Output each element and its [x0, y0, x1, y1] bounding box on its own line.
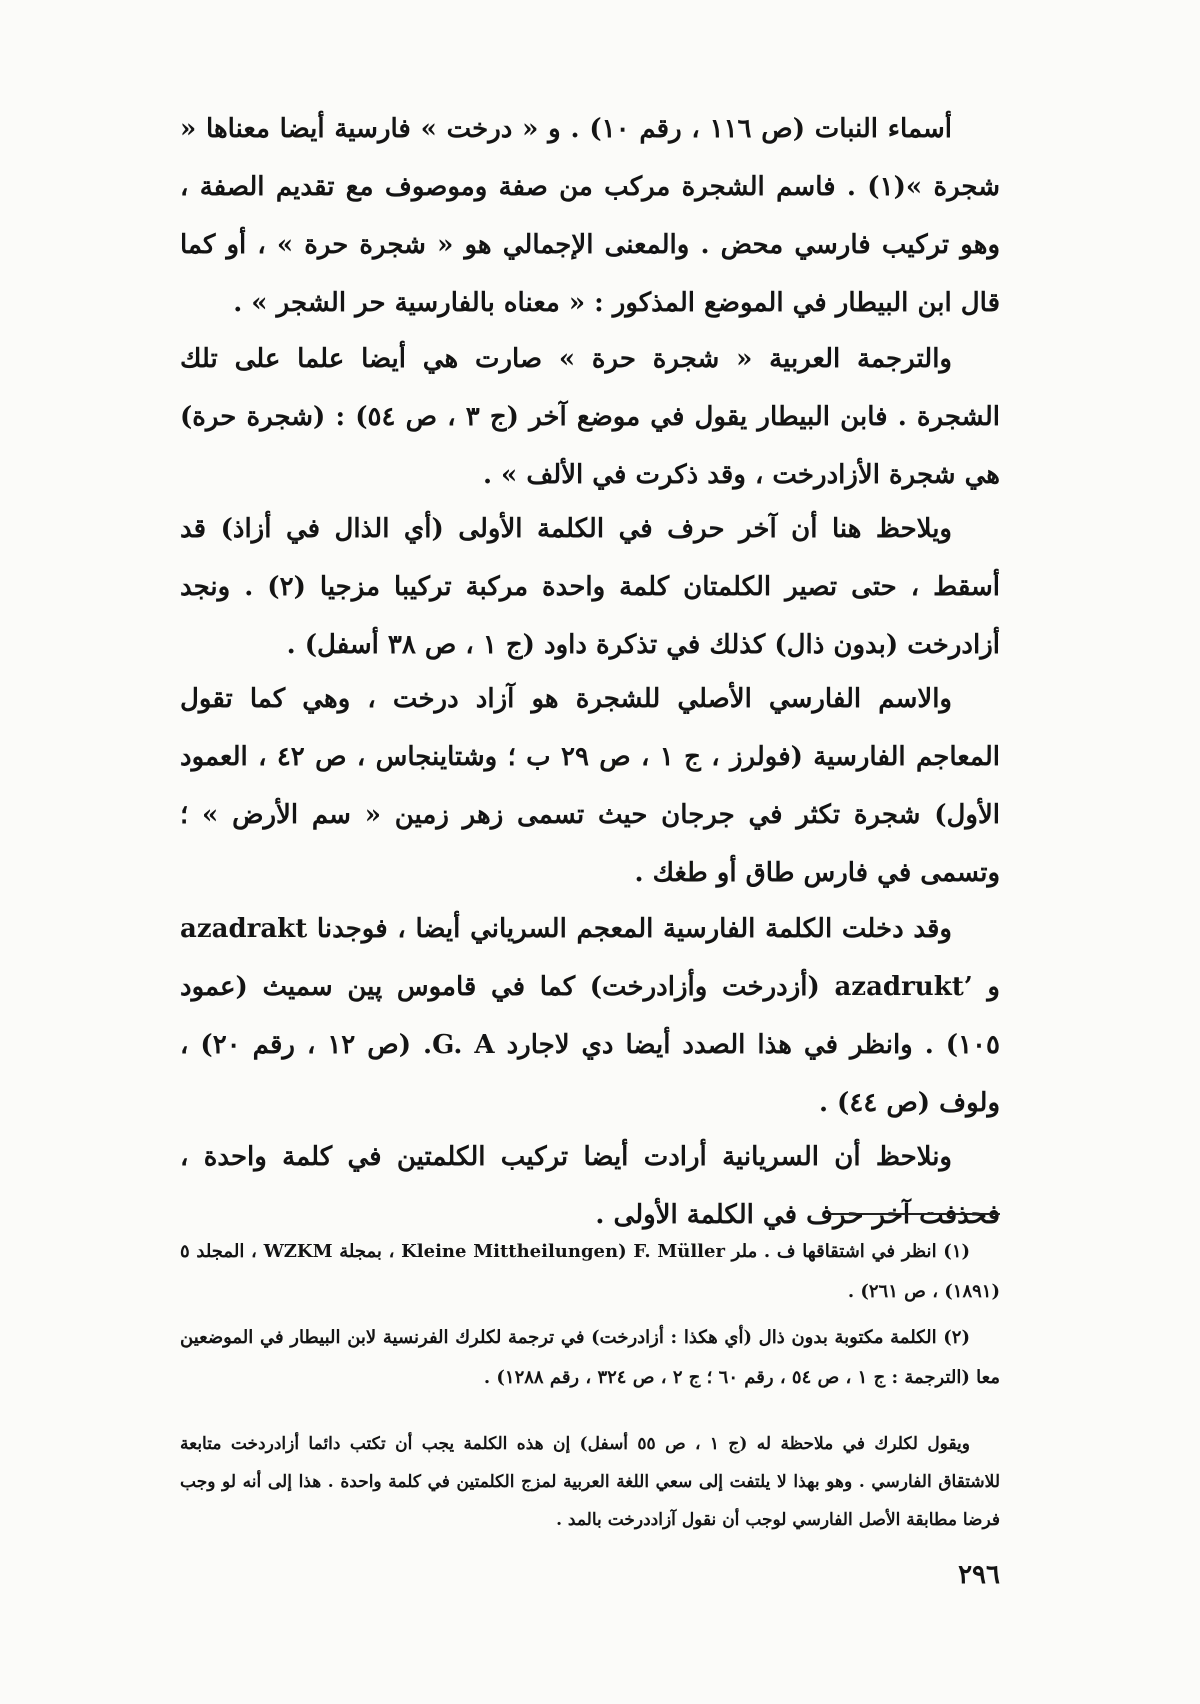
- footnote-text: (٢) الكلمة مكتوبة بدون ذال (أي هكذا : أزادرخت) في ترجمة لكلرك الفرنسية لابن البيطار في الموضعين معا (الترجمة : ج ١ ، ص ٥٤ ، رقم ٦٠ ؛ ج ٢ ، ص ٣٢٤ ، رقم ١٢٨٨) .: [180, 1327, 1000, 1388]
- paragraph-text: والاسم الفارسي الأصلي للشجرة هو آزاد درخت ، وهي كما تقول المعاجم الفارسية (فولرز ، ج ١ ، ص ٢٩ ب ؛ وشتاينجاس ، ص ٤٢ ، العمود الأول) شجرة تكثر في جرجان حيث تسمى زهر زمين « سم الأرض » ؛ وتسمى في فارس طاق أو طغك .: [180, 684, 1000, 888]
- paragraph-text: ونلاحظ أن السريانية أرادت أيضا تركيب الكلمتين في كلمة واحدة ، فحذفت آخر حرف في الكلمة الأولى .: [180, 1142, 1000, 1230]
- paragraph-text: والترجمة العربية « شجرة حرة » صارت هي أيضا علما على تلك الشجرة . فابن البيطار يقول في موضع آخر (ج ٣ ، ص ٥٤) : (شجرة حرة) هي شجرة الأزادرخت ، وقد ذكرت في الألف » .: [180, 344, 1000, 490]
- footnote-text: (١) انظر في اشتقاقها ف . ملر F. Müller (Kleine Mittheilungen ، بمجلة WZKM ، المجلد ٥ (١٨٩١) ، ص ٢٦١) .: [180, 1241, 1000, 1302]
- paragraph-text: ويلاحظ هنا أن آخر حرف في الكلمة الأولى (أي الذال في أزاذ) قد أسقط ، حتى تصير الكلمتان كلمة واحدة مركبة تركيبا مزجيا (٢) . ونجد أزادرخت (بدون ذال) كذلك في تذكرة داود (ج ١ ، ص ٣٨ أسفل) .: [180, 514, 1000, 660]
- paragraph-2: [180, 330, 1000, 504]
- footnote-1: [180, 1232, 1000, 1312]
- paragraph-text: أسماء النبات (ص ١١٦ ، رقم ١٠) . و « درخت » فارسية أيضا معناها « شجرة »(١) . فاسم الشجرة مركب من صفة وموصوف مع تقديم الصفة ، وهو تركيب فارسي محض . والمعنى الإجمالي هو « شجرة حرة » ، أو كما قال ابن البيطار في الموضع المذكور : « معناه بالفارسية حر الشجر » .: [180, 114, 1000, 318]
- page-number: ٢٩٦: [958, 1560, 1000, 1590]
- paragraph-6: [180, 1128, 1000, 1244]
- paragraph-1: [180, 100, 1000, 332]
- footnote-2-continued: [180, 1425, 1000, 1539]
- footnote-text: ويقول لكلرك في ملاحظة له (ج ١ ، ص ٥٥ أسفل) إن هذه الكلمة يجب أن تكتب دائما أزادردخت متابعة للاشتقاق الفارسي . وهو بهذا لا يلتفت إلى سعي اللغة العربية لمزج الكلمتين في كلمة واحدة . هذا إلى أنه لو وجب فرضا مطابقة الأصل الفارسي لوجب أن نقول آزاددرخت بالمد .: [180, 1434, 1000, 1530]
- paragraph-text: وقد دخلت الكلمة الفارسية المعجم السرياني أيضا ، فوجدنا azadrakt و ’azadrukt (أزدرخت وأزادرخت) كما في قاموس پين سميث (عمود ١٠٥) . وانظر في هذا الصدد أيضا دي لاجارد G. A. (ص ١٢ ، رقم ٢٠) ، ولوف (ص ٤٤) .: [180, 914, 1000, 1118]
- footnote-divider: [830, 1213, 1000, 1215]
- paragraph-5: [180, 900, 1000, 1132]
- paragraph-3: [180, 500, 1000, 674]
- footnote-2: [180, 1318, 1000, 1398]
- paragraph-4: [180, 670, 1000, 902]
